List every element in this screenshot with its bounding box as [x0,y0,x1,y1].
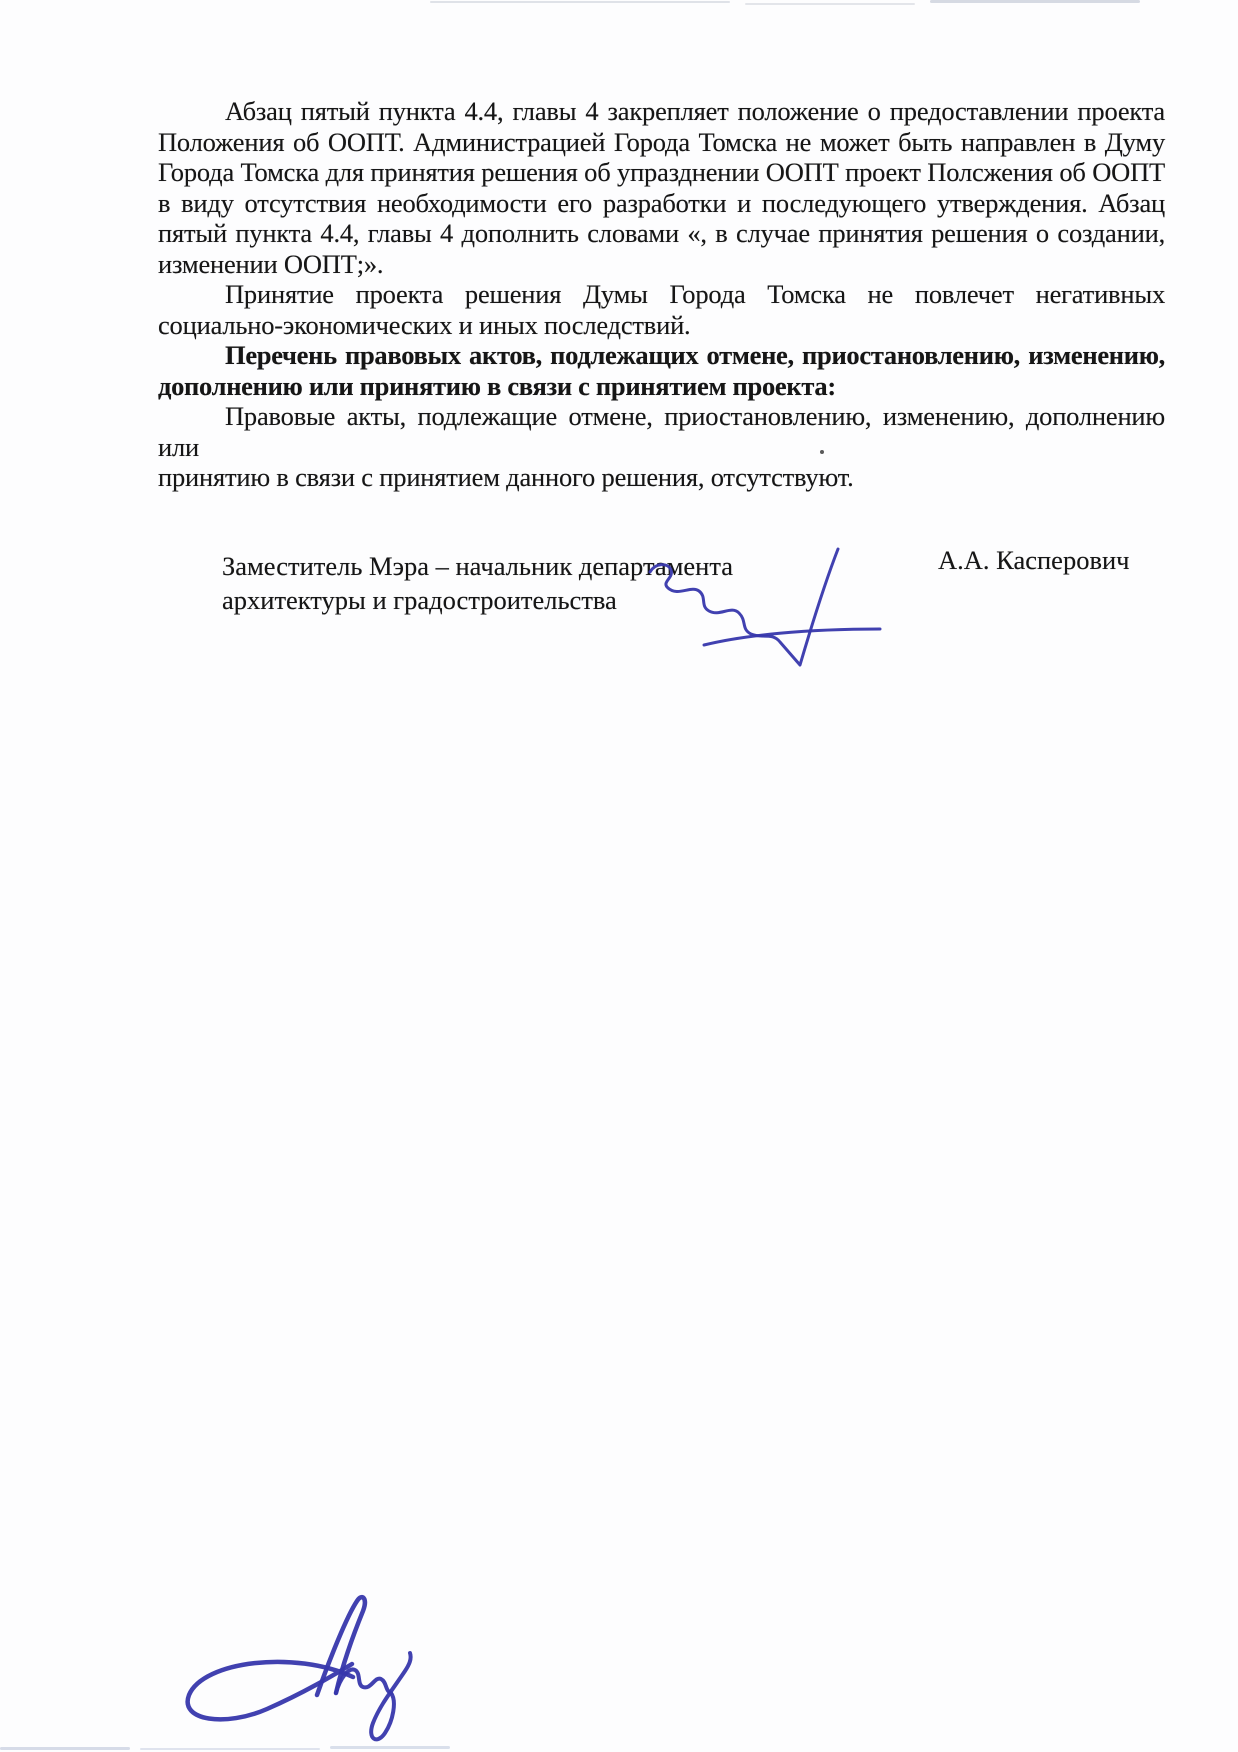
scan-noise [0,1747,130,1750]
text-line: изменении ООПТ;». [158,248,384,279]
body-text [158,96,1165,493]
text-line: Города Томска для принятия решения об упразднении ООПТ проект Полсжения об ООПТ [158,157,1165,187]
scan-noise [140,1748,320,1750]
text-line: социально-экономических и иных последствий. [158,309,691,340]
text-line: пятый пункта 4.4, главы 4 дополнить словами «, в случае принятия решения о создании, [158,218,1165,248]
text-line: Положения об ООПТ. Администрацией Города Томска не может быть направлен в Думу [158,126,1165,157]
text-line: принятию в связи с принятием данного решения, отсутствуют. [158,462,854,492]
text-line-bold: дополнению или принятию в связи с принятием проекта: [158,370,836,401]
text-line: Принятие проекта решения Думы Города Томска не повлечет негативных [225,279,1165,309]
text-line: Абзац пятый пункта 4.4, главы 4 закрепляет положение о предоставлении проекта [225,96,1165,126]
text-line: Правовые акты, подлежащие отмене, приостановлению, изменению, дополнению или [158,401,1165,462]
signer-position-line2: архитектуры и градостроительства [222,585,617,615]
flourish-signature-ink-icon [188,1597,411,1739]
signer-position [222,549,733,617]
text-line: в виду отсутствия необходимости его разработки и последующего утверждения. Абзац [158,187,1165,218]
signer-position-line1: Заместитель Мэра – начальник департамента [222,551,733,581]
scan-noise [745,3,915,5]
scan-noise [430,1,730,3]
ink-speck [820,450,824,454]
signer-name: А.А. Касперович [938,545,1130,575]
scan-noise [930,0,1140,3]
text-line-bold: Перечень правовых актов, подлежащих отмене, приостановлению, изменению, [225,340,1165,370]
scan-noise [330,1746,450,1749]
